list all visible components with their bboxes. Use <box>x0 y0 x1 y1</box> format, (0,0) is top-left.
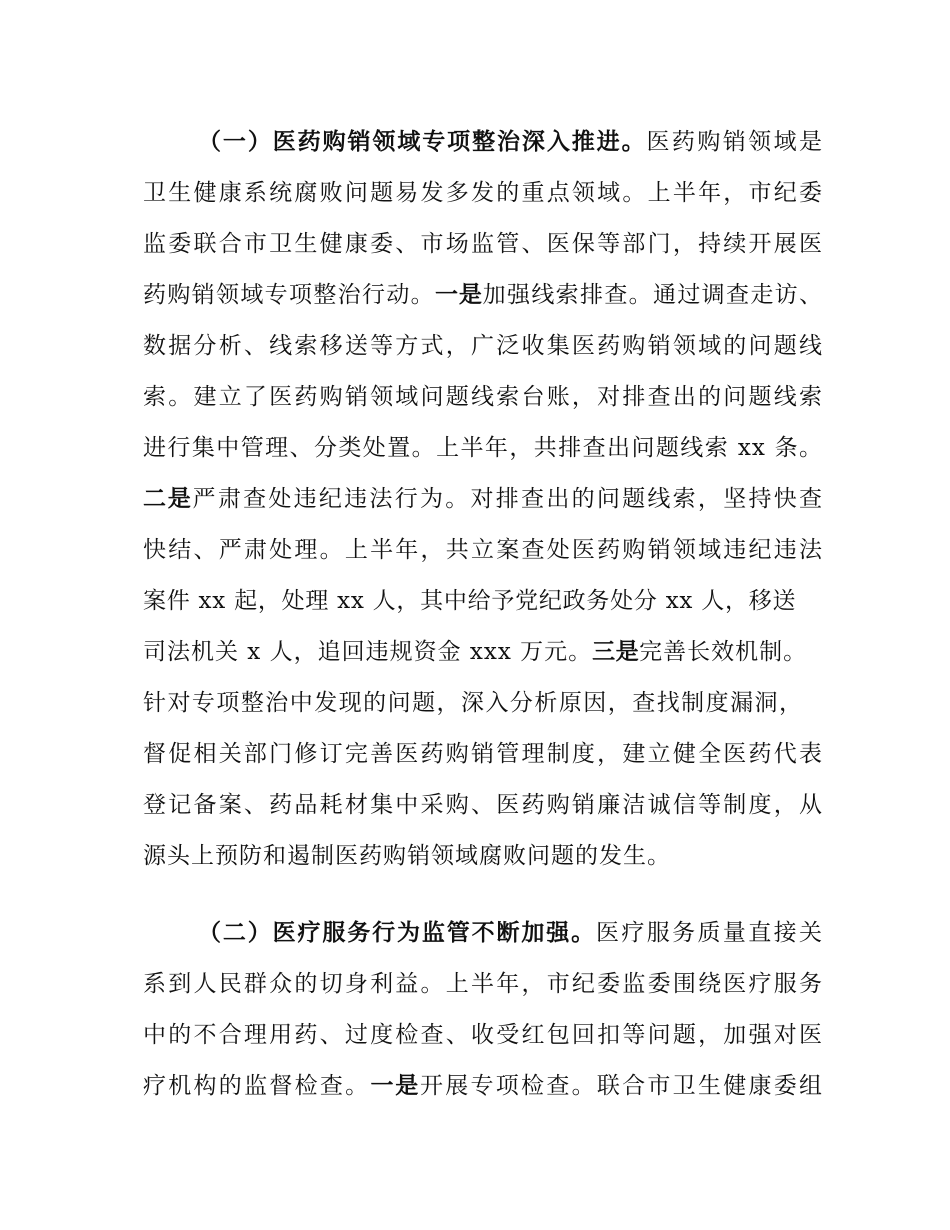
paragraph-line <box>143 179 823 229</box>
line-text: 卫生健康系统腐败问题易发多发的重点领域。上半年，市纪委 <box>143 180 823 206</box>
section1-heading: （一）医药购销领域专项整治深入推进。 <box>198 129 647 155</box>
line-text: 完善长效机制。 <box>639 639 808 665</box>
paragraph-last-line <box>143 842 823 892</box>
paragraph-line <box>143 1021 823 1071</box>
line-text: 督促相关部门修订完善医药购销管理制度，建立健全医药代表 <box>143 741 823 767</box>
paragraph-line <box>143 536 823 586</box>
paragraph-line <box>143 485 823 535</box>
line-text: 登记备案、药品耗材集中采购、医药购销廉洁诚信等制度，从 <box>143 792 823 818</box>
line-text: 针对专项整治中发现的问题，深入分析原因，查找制度漏洞， <box>143 690 803 716</box>
line-text: 系到人民群众的切身利益。上半年，市纪委监委围绕医疗服务 <box>143 971 823 997</box>
line-text: 药购销领域专项整治行动。 <box>143 282 435 308</box>
line-text: 索。建立了医药购销领域问题线索台账，对排查出的问题线索 <box>143 384 823 410</box>
line-text: 加强线索排查。通过调查走访、 <box>482 282 824 308</box>
line-text: 开展专项检查。联合市卫生健康委组 <box>419 1073 824 1099</box>
line-text: 司法机关 x 人，追回违规资金 xxx 万元。 <box>143 639 593 665</box>
paragraph-line <box>143 230 823 280</box>
line-text: 数据分析、线索移送等方式，广泛收集医药购销领域的问题线 <box>143 333 823 359</box>
line-text: 快结、严肃处理。上半年，共立案查处医药购销领域违纪违法 <box>143 537 823 563</box>
paragraph-line <box>143 587 795 637</box>
paragraph-line <box>143 740 823 790</box>
line-text: 医疗服务质量直接关 <box>596 920 823 946</box>
line-text: 案件 xx 起，处理 xx 人，其中给予党纪政务处分 xx 人，移送 <box>143 588 797 614</box>
paragraph-line <box>143 383 823 433</box>
line-text: 源头上预防和遏制医药购销领域腐败问题的发生。 <box>143 843 671 869</box>
emphasis-sanshi: 三是 <box>592 639 640 665</box>
paragraph-line <box>143 1072 823 1122</box>
emphasis-yishi: 一是 <box>370 1073 420 1099</box>
section2-heading-line <box>198 919 823 969</box>
line-text: 医药购销领域是 <box>646 129 824 155</box>
line-text: 疗机构的监督检查。 <box>143 1073 371 1099</box>
line-text: 中的不合理用药、过度检查、收受红包回扣等问题，加强对医 <box>143 1022 823 1048</box>
line-text: 严肃查处违纪违法行为。对排查出的问题线索，坚持快查 <box>192 486 824 512</box>
line-text: 监委联合市卫生健康委、市场监管、医保等部门，持续开展医 <box>143 231 823 257</box>
emphasis-ershi: 二是 <box>143 486 193 512</box>
paragraph-line <box>143 638 823 688</box>
paragraph-line <box>143 689 803 739</box>
paragraph-line <box>143 970 823 1020</box>
line-text: 进行集中管理、分类处置。上半年，共排查出问题线索 xx 条。 <box>143 435 823 461</box>
section1-heading-line <box>198 128 823 178</box>
paragraph-line <box>143 332 823 382</box>
paragraph-line <box>143 434 823 484</box>
emphasis-yishi: 一是 <box>435 282 483 308</box>
paragraph-line <box>143 281 823 331</box>
paragraph-line <box>143 791 823 841</box>
section2-heading: （二）医疗服务行为监管不断加强。 <box>198 920 596 946</box>
